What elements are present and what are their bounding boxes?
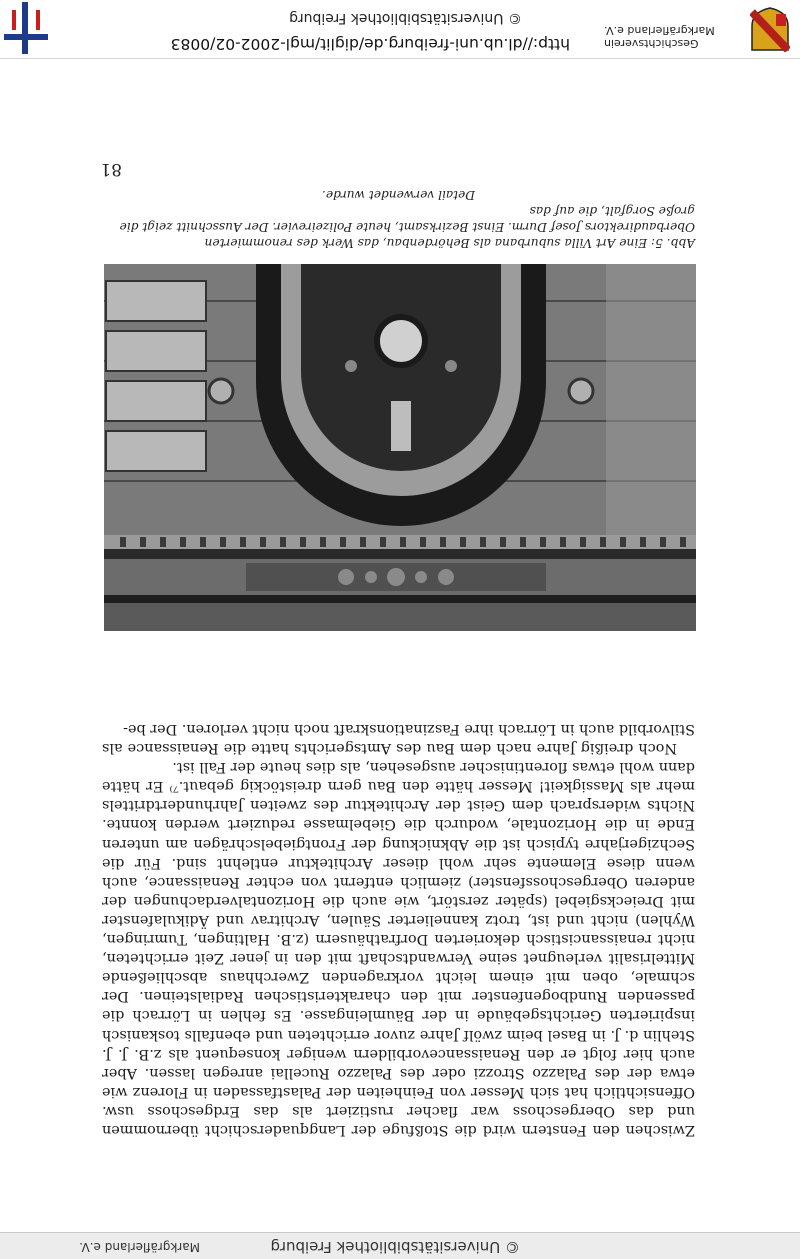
society-name: Geschichtsverein Markgräflerland e.V.	[604, 24, 715, 50]
footer-strip	[0, 1232, 800, 1259]
figure-caption-text: Eine Art Villa suburbana als Behördenbau, das Werk des renommierten Oberbaudirektors Josef Durm. Einst Bezirksamt, heute Polizeirevier. Der Ausschnitt zeigt die große Sorgfalt, die auf das	[119, 204, 695, 250]
building-facade-photo	[104, 264, 696, 631]
paragraph: Zwischen den Fenstern wird die Stoßfuge der Langquaderschicht übernommen und das Obergeschoss war flacher rustiziert als das Erdgeschoss usw. Offensichtlich hat sich Messer von Feinheiten der Palastfassaden in Florenz wie etwa der des Palazzo Strozzi oder des Palazzo Rucellai anregen lassen. Aber auch hier folgt er den Renaissancevorbildern weniger konsequent als z.B. J. J. Stehlin d. J. in Basel beim zwölf Jahre zuvor errichteten und ebenfalls toskanisch inspirierten Gerichtsgebäude in der Bäumleingasse. Es fehlen in Lörrach die passenden Rundbogenfenster mit den charakteristischen Radialsteinen. Der schmale, oben mit einem leicht vorkragenden Zwerchhaus abschließende Mittelrisalit verleugnet seine Verwandtschaft mit den in jener Zeit errichteten, nicht renaissancistisch dekorierten Dorfrathäusern (z.B. Haltingen, Tumringen, Wyhlen) nicht und ist, trotz kannelierter Säulen, Architrav und Ädikulafenster mit Dreiecksgiebel (später zerstört, wie auch die Horizontalverdachungen der anderen Obergeschossfenster) ziemlich entfernt von echter Renaissance, auch wenn diese Elemente sehr wohl dieser Architektur entlehnt sind. Für die Sechzigerjahre typisch ist die Abknickung der Frontgiebelschrägen am unteren Ende in die Horizontale, wodurch die Giebelmasse reduziert werden konnte. Nichts widersprach dem Geist der Architektur des zweiten Jahrhundertdrittels mehr als Massigkeit! Messer hätte den Bau gern dreistöckig gebaut.⁷⁾ Er hätte dann wohl etwas florentinischer ausgesehen, als dies heute der Fall ist.	[102, 759, 695, 1138]
document-url[interactable]: http://dl.ub.uni-freiburg.de/diglit/mgl-2002-02/0083	[170, 35, 570, 53]
paragraph: Noch dreißig Jahre nach dem Bau des Amtsgerichts hatte die Renaissance als Stilvorbild auch in Lörrach ihre Faszinationskraft noch nicht verloren. Der be-	[102, 721, 695, 757]
page-number: 81	[100, 159, 122, 179]
footer-society-text: Markgräflerland e.V.	[79, 1240, 200, 1254]
figure-caption-end: Detail verwendet wurde.	[321, 188, 476, 202]
body-text	[102, 719, 695, 1139]
viewer-header	[0, 0, 800, 59]
university-library-logo-icon	[4, 2, 48, 54]
figure-caption-label: Abb. 5:	[650, 236, 695, 250]
scanned-page	[23, 54, 778, 1209]
society-crest-icon	[750, 6, 790, 52]
footer-library-text: © Universitätsbibliothek Freiburg	[270, 1238, 520, 1256]
figure-caption	[102, 187, 695, 251]
library-copyright: © Universitätsbibliothek Freiburg	[289, 10, 522, 26]
